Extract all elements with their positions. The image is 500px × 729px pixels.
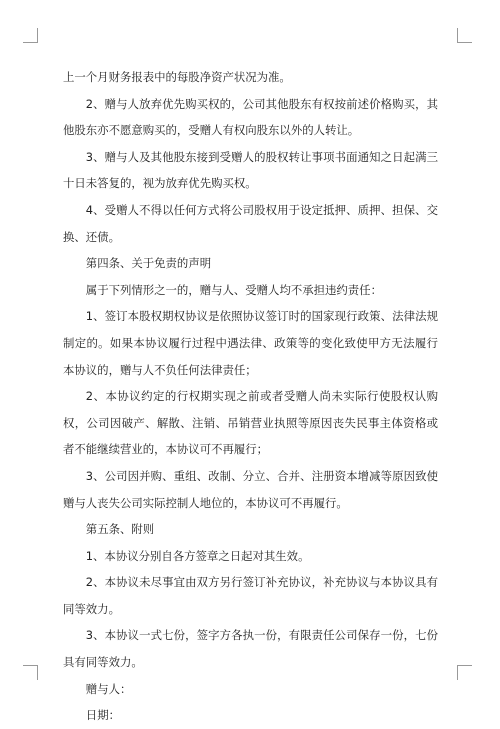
date-line: 日期： [85, 708, 120, 723]
clause-5-item-3: 3、本协议一式七份，签字方各执一份，有限责任公司保存一份，七份具有同等效力。 [63, 628, 438, 670]
paragraph-continuation: 上一个月财务报表中的每股净资产状况为准。 [63, 70, 291, 84]
corner-mark-top-right [457, 28, 472, 43]
clause-3-item-4: 4、受赠人不得以任何方式将公司股权用于设定抵押、质押、担保、交换、还债。 [63, 202, 438, 244]
clause-3-item-3: 3、赠与人及其他股东接到受赠人的股权转让事项书面通知之日起满三十日未答复的，视为放弃优先购买权。 [63, 149, 438, 191]
corner-mark-bottom-left [23, 665, 38, 680]
clause-4-item-1: 1、签订本股权期权协议是依照协议签订时的国家现行政策、法律法规制定的。如果本协议履行过程中遇法律、政策等的变化致使甲方无法履行本协议的，赠与人不负任何法律责任； [63, 309, 438, 377]
clause-5-item-2: 2、本协议未尽事宜由双方另行签订补充协议，补充协议与本协议具有同等效力。 [63, 575, 438, 616]
clause-4-item-3: 3、公司因并购、重组、改制、分立、合并、注册资本增减等原因致使赠与人丧失公司实际控制人地位的，本协议可不再履行。 [63, 468, 438, 510]
corner-mark-top-left [23, 28, 38, 43]
donor-signature-line: 赠与人： [85, 681, 132, 696]
clause-4-item-2: 2、本协议约定的行权期实现之前或者受赠人尚未实际行使股权认购权，公司因破产、解散、注销、吊销营业执照等原因丧失民事主体资格或者不能继续营业的，本协议可不再履行； [63, 389, 438, 457]
section-heading-5: 第五条、附则 [85, 522, 155, 537]
clause-5-item-1: 1、本协议分别自各方签章之日起对其生效。 [85, 548, 310, 563]
section-heading-4: 第四条、关于免责的声明 [85, 256, 212, 271]
clause-3-item-2: 2、赠与人放弃优先购买权的，公司其他股东有权按前述价格购买，其他股东亦不愿意购买的，受赠人有权向股东以外的人转让。 [63, 96, 438, 138]
section-4-intro: 属于下列情形之一的，赠与人、受赠人均不承担违约责任： [85, 282, 382, 297]
document-body [63, 64, 438, 729]
corner-mark-bottom-right [457, 665, 472, 680]
